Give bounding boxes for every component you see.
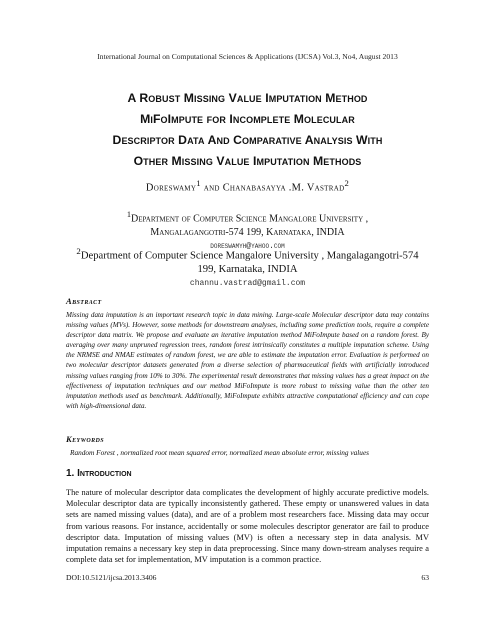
affiliation-1-sup: 1	[126, 210, 132, 219]
author-2: Chanabasayya .M. Vastrad	[222, 182, 345, 194]
introduction-heading: 1. Introduction	[66, 468, 132, 479]
affiliation-1-line-2: Mangalagangotri-574 199, Karnataka, INDIA	[150, 226, 345, 238]
page-number: 63	[421, 573, 429, 582]
title-line-4: Other Missing Value Imputation Methods	[133, 154, 362, 168]
title-line-3: Descriptor Data And Comparative Analysis With	[112, 133, 383, 147]
affiliation-2	[30, 245, 465, 290]
author-1: Doreswamy	[145, 182, 197, 194]
introduction-text: The nature of molecular descriptor data complicates the development of highly accurate predictive models. Molecular descriptor data are typically inconsistently gathered. These empty or unanswered values in data sets are named missing values (data), and are of a problem most researchers face. Missing data may occur from various reasons. For instance, accidentally or some molecules descriptor generator are fail to produce descriptor data. Imputation of missing values (MV) is often a necessary step in data analysis. MV imputation remains a necessary key step in data preprocessing. Since many down-stream analyses require a complete data set for implementation, MV imputation is a common practice.	[66, 488, 429, 565]
email-2[interactable]: channu.vastrad@gmail.com	[189, 278, 306, 288]
affiliation-2-line-2: 199, Karnataka, INDIA	[197, 263, 298, 275]
title-line-1: A Robust Missing Value Imputation Method	[127, 91, 368, 105]
author-2-sup: 2	[344, 178, 350, 188]
title-line-2: MiFoImpute for Incomplete Molecular	[140, 112, 355, 126]
paper-title	[40, 88, 455, 172]
keywords-heading: Keywords	[66, 434, 104, 444]
author-1-sup: 1	[196, 178, 201, 188]
footer-doi: DOI:10.5121/ijcsa.2013.3406	[66, 573, 157, 582]
affiliation-2-sup: 2	[76, 246, 81, 256]
journal-header: International Journal on Computational Sciences & Applications (IJCSA) Vol.3, No4, August 2013	[97, 52, 398, 61]
email-1[interactable]: doreswamyh@yahoo.com	[210, 242, 285, 252]
abstract-heading: Abstract	[66, 296, 102, 306]
keywords-text: Random Forest , normalized root mean squared error, normalized mean absolute error, missing values	[70, 448, 370, 457]
author-and: and	[200, 182, 223, 194]
affiliation-1-line-1: Department of Computer Science Mangalore University ,	[131, 213, 369, 225]
abstract-text: Missing data imputation is an important research topic in data mining. Large-scale Molecular descriptor data may contains missing values (MVs). However, some methods for downstream analyses, including some prediction tools, require a complete descriptor data matrix. We propose and evaluate an iterative imputation method MiFoImpute based on a random forest. By averaging over many unpruned regression trees, random forest intrinsically constitutes a multiple imputation scheme. Using the NRMSE and NMAE estimates of random forest, we are able to estimate the imputation error. Evaluation is performed on two molecular descriptor datasets generated from a diverse selection of pharmaceutical fields with artificially introduced missing values ranging from 10% to 30%. The experimental result demonstrates that missing values has a great impact on the effectiveness of imputation techniques and our method MiFoImpute is more robust to missing value than the other ten imputation methods used as benchmark. Additionally, MiFoImpute exhibits attractive computational efficiency and can cope with high-dimensional data.	[66, 311, 429, 410]
author-line	[0, 178, 495, 193]
affiliation-2-line-1: Department of Computer Science Mangalore University , Mangalagangotri-574	[80, 250, 419, 262]
